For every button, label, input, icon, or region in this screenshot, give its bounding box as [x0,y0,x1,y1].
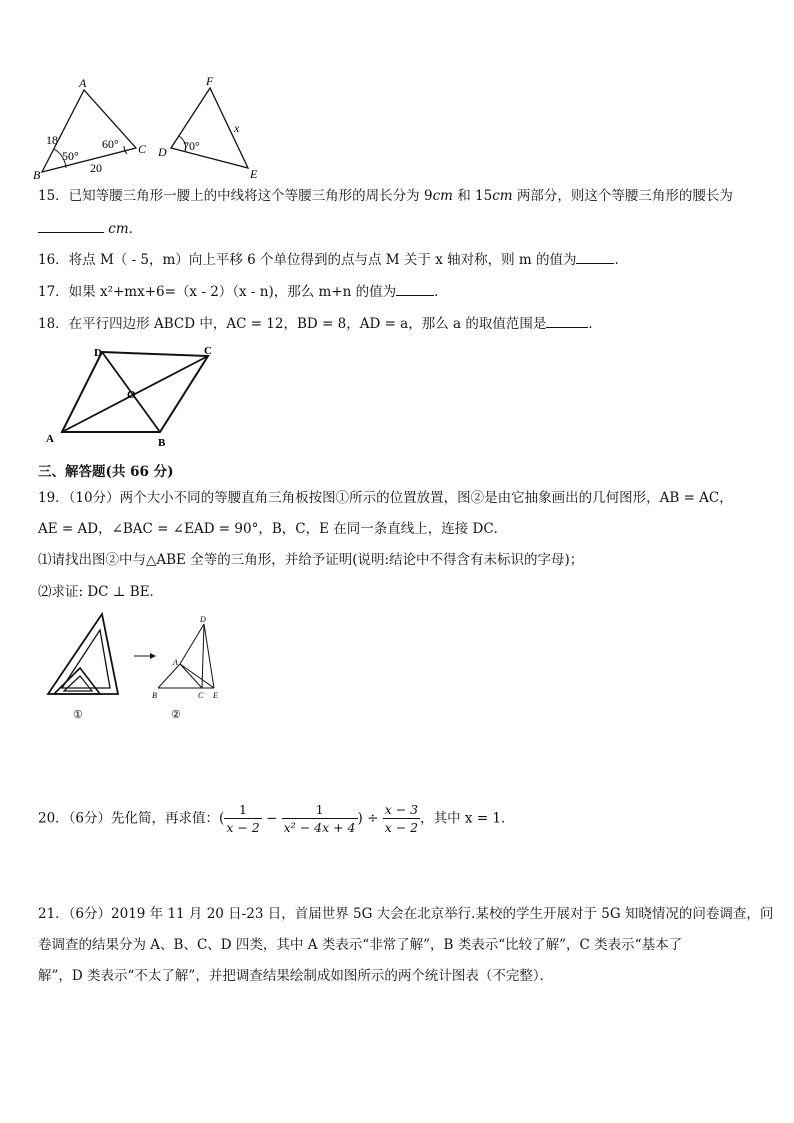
section-3-heading: 三、解答题(共 66 分) [38,464,174,480]
label-a: A [79,76,87,90]
question-16 [38,249,628,270]
q15-text-1: 15．已知等腰三角形一腰上的中线将这个等腰三角形的周长分为 9 [38,188,433,204]
question-15 [38,186,733,206]
fraction-2-numerator: 1 [282,801,358,819]
question-19-line-2: AE = AD，∠BAC = ∠EAD = 90°，B，C，E 在同一条直线上，连接 DC． [38,521,508,537]
big-set-square [48,614,118,694]
segment-ae [180,664,214,688]
segment-dc [202,624,204,688]
triangle-abc [42,90,136,172]
small-set-square [54,668,100,694]
q16-text: 16．将点 M（ - 5，m）向上平移 6 个单位得到的点与点 M 关于 x 轴对称，则 m 的值为 [38,252,577,268]
triangle-board-figure-q19 [40,606,240,724]
q20-suffix: ，其中 x = 1． [420,810,515,827]
question-15-answer-line [38,218,142,239]
q18-answer-blank[interactable] [546,313,588,328]
q17-text: 17．如果 x²+mx+6=（x - 2）（x - n)，那么 m+n 的值为 [38,284,397,300]
label-c: C [204,345,212,357]
question-19-part-2: ⑵求证: DC ⊥ BE． [38,584,164,600]
segment-ac [180,664,202,688]
fraction-1-denominator: x − 2 [226,820,260,835]
label-d: D [94,347,102,359]
question-21-line-1: 21．（6分）2019 年 11 月 20 日-23 日，首届世界 5G 大会在北京举行.某校的学生开展对于 5G 知晓情况的问卷调查，问 [38,906,774,922]
label-b: B [152,691,157,700]
side-ab-length: 18 [46,133,58,147]
angle-d-label: 70° [183,139,200,153]
q15-unit-2: cm [492,188,513,204]
fraction-1-numerator: 1 [224,801,261,819]
angle-c-label: 60° [102,137,119,151]
q15-unit-1: cm [432,188,453,204]
label-d: D [158,145,167,159]
parallelogram-figure-q18 [40,342,230,452]
question-18 [38,313,602,334]
label-a: A [173,658,178,667]
label-a: A [46,433,54,445]
question-21-line-2: 卷调查的结果分为 A、B、C、D 四类，其中 A 类表示“非常了解”，B 类表示“比较了解”，C 类表示“基本了 [38,937,683,953]
figure-2-caption: ② [171,709,181,721]
q16-answer-blank[interactable] [576,249,614,264]
q18-text: 18．在平行四边形 ABCD 中，AC = 12，BD = 8，AD = a，那么 a 的取值范围是 [38,316,547,332]
arrow-head-icon [150,653,156,659]
angle-b-label: 50° [62,149,79,163]
label-e: E [213,691,218,700]
q20-prefix: 20．（6分）先化简，再求值： [38,810,220,827]
label-f: F [206,74,214,88]
question-19-line-1: 19．（10分）两个大小不同的等腰直角三角板按图①所示的位置放置，图②是由它抽象画出的几何图形，AB = AC， [38,490,733,506]
label-c: C [138,142,147,156]
fraction-3-numerator: x − 3 [384,802,419,817]
fraction-1 [224,801,261,836]
fraction-3-denominator: x − 2 [384,820,419,835]
label-c: C [198,691,204,700]
question-19-part-1: ⑴请找出图②中与△ABE 全等的三角形，并给予证明(说明:结论中不得含有未标识的字母)； [38,552,584,568]
fraction-3 [383,801,420,836]
q15-text-3: 两部分，则这个等腰三角形的腰长为 [512,188,733,204]
question-20: 20．（6分）先化简，再求值：( $\frac{1}{x - 2}$ − $\frac{1}{\text{x² − 4x + 4}}$ ) ÷ $\frac{x - 3}{x - 2}$ ，其中 x = 1． [38,802,515,835]
q17-answer-blank[interactable] [396,281,434,296]
side-bc-length: 20 [90,161,102,175]
triangle-figure-q14 [30,72,280,182]
figure-1-caption: ① [73,709,83,721]
segment-ba [158,664,180,688]
label-b: B [158,437,166,449]
label-o: O [127,389,136,401]
q16-tail: ． [614,252,628,268]
q15-answer-blank[interactable] [38,218,104,233]
fraction-2 [282,801,358,836]
segment-ad [180,624,204,664]
question-17 [38,281,448,302]
q17-tail: ． [434,284,448,300]
q15-answer-unit: cm [108,221,129,237]
label-e: E [250,167,258,181]
q18-tail: ． [588,316,602,332]
segment-de [204,624,214,688]
fraction-2-denominator: x² − 4x + 4 [283,820,356,835]
q15-text-2: 和 15 [452,188,493,204]
label-d: D [200,615,206,624]
question-21-line-3: 解”，D 类表示“不太了解”，并把调查结果绘制成如图所示的两个统计图表（不完整）． [38,968,554,984]
label-b: B [33,168,41,182]
side-x-label: x [234,121,240,135]
q15-tail: ． [128,221,143,237]
